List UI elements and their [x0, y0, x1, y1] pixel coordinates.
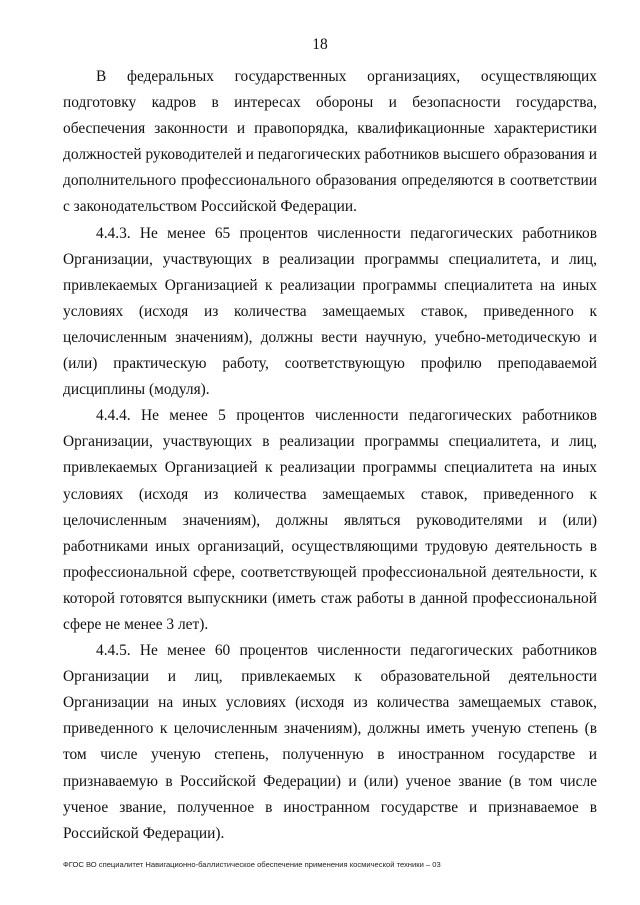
page-number: 18	[312, 36, 328, 53]
page-footer: ФГОС ВО специалитет Навигационно-баллистическое обеспечение применения космической техники – 03	[63, 860, 441, 869]
paragraph-federal-organizations: В федеральных государственных организациях, осуществляющих подготовку кадров в интересах обороны и безопасности государства, обеспечения законности и правопорядка, квалификационные характеристики должностей руководителей и педагогических работников высшего образования и дополнительного профессионального образования определяются в соответствии с законодательством Российской Федерации.	[63, 68, 597, 216]
body-text	[63, 64, 597, 847]
paragraph-4-4-5: 4.4.5. Не менее 60 процентов численности педагогических работников Организации и лиц, привлекаемых к образовательной деятельности Организации на иных условиях (исходя из количества замещаемых ставок, приведенного к целочисленным значениям), должны иметь ученую степень (в том числе ученую степень, полученную в иностранном государстве и признаваемую в Российской Федерации) и (или) ученое звание (в том числе ученое звание, полученное в иностранном государстве и признаваемое в Российской Федерации).	[63, 642, 597, 842]
paragraph-4-4-4: 4.4.4. Не менее 5 процентов численности педагогических работников Организации, участвующих в реализации программы специалитета, и лиц, привлекаемых Организацией к реализации программы специалитета на иных условиях (исходя из количества замещаемых ставок, приведенного к целочисленным значениям), должны являться руководителями и (или) работниками иных организаций, осуществляющими трудовую деятельность в профессиональной сфере, соответствующей профессиональной деятельности, к которой готовятся выпускники (иметь стаж работы в данной профессиональной сфере не менее 3 лет).	[63, 407, 597, 633]
paragraph-4-4-3: 4.4.3. Не менее 65 процентов численности педагогических работников Организации, участвующих в реализации программы специалитета, и лиц, привлекаемых Организацией к реализации программы специалитета на иных условиях (исходя из количества замещаемых ставок, приведенного к целочисленным значениям), должны вести научную, учебно-методическую и (или) практическую работу, соответствующую профилю преподаваемой дисциплины (модуля).	[63, 224, 597, 399]
